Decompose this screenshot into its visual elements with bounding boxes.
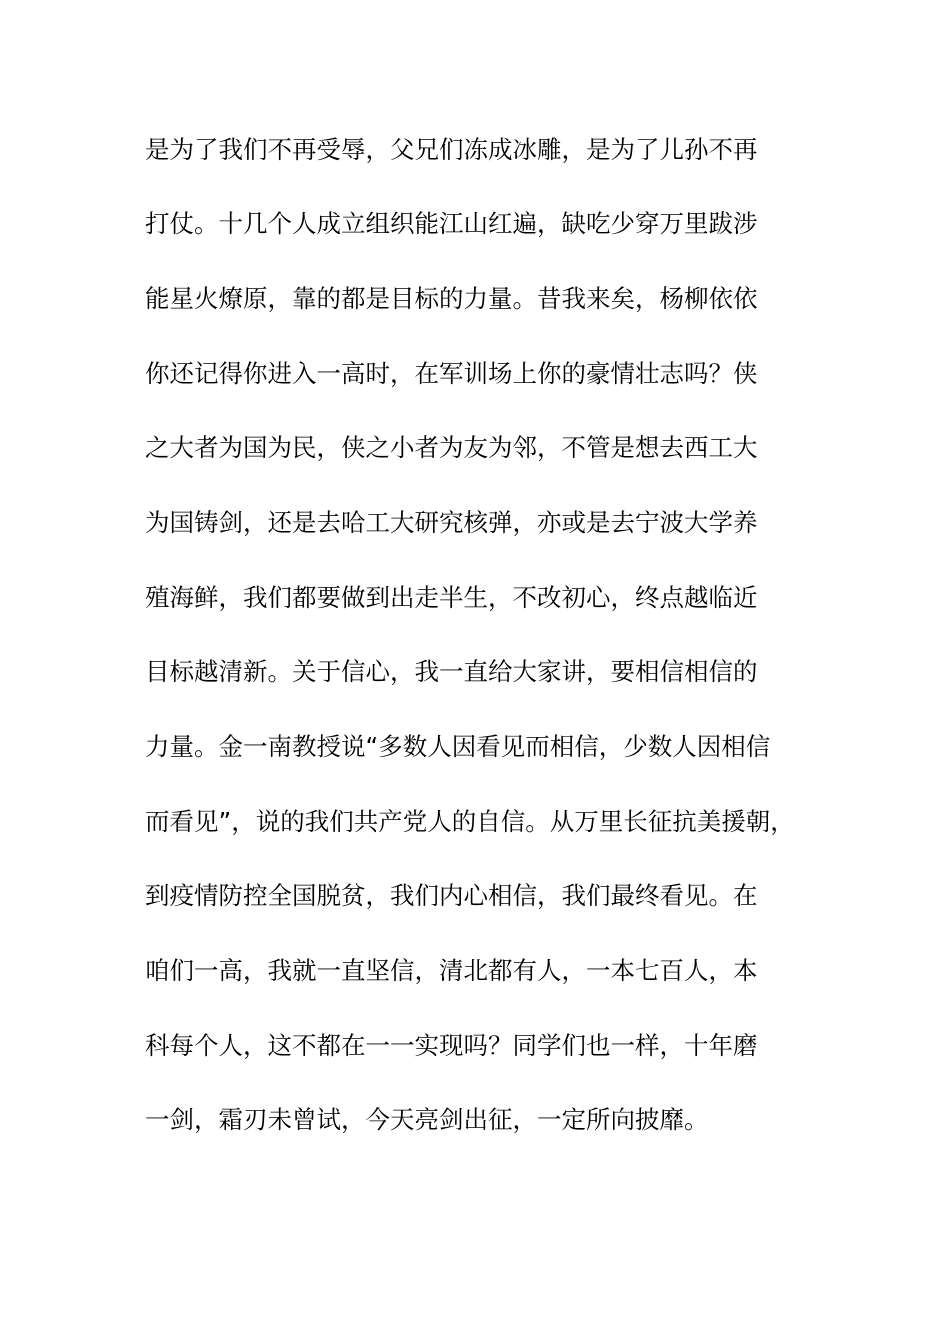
text-line: 一剑，霜刃未曾试，今天亮剑出征，一定所向披靡。: [145, 1105, 709, 1134]
text-line: 目标越清新。关于信心，我一直给大家讲，要相信相信的: [145, 657, 758, 686]
text-line: 科每个人，这不都在一一实现吗？同学们也一样，十年磨: [145, 1031, 758, 1060]
text-line: 打仗。十几个人成立组织能江山红遍，缺吃少穿万里跋涉: [145, 209, 758, 238]
text-line: 到疫情防控全国脱贫，我们内心相信，我们最终看见。在: [145, 881, 758, 910]
text-line: 之大者为国为民，侠之小者为友为邻，不管是想去西工大: [145, 433, 758, 462]
text-line: 殖海鲜，我们都要做到出走半生，不改初心，终点越临近: [145, 583, 758, 612]
text-line: 力量。金一南教授说“多数人因看见而相信，少数人因相信: [145, 732, 771, 761]
text-line: 咱们一高，我就一直坚信，清北都有人，一本七百人，本: [145, 956, 758, 985]
text-line: 而看见”，说的我们共产党人的自信。从万里长征抗美援朝，: [145, 807, 795, 836]
text-line: 能星火燎原，靠的都是目标的力量。昔我来矣，杨柳依依: [145, 284, 758, 313]
text-line: 你还记得你进入一高时，在军训场上你的豪情壮志吗？侠: [145, 359, 758, 388]
text-line: 是为了我们不再受辱，父兄们冻成冰雕，是为了儿孙不再: [145, 135, 758, 164]
text-line: 为国铸剑，还是去哈工大研究核弹，亦或是去宁波大学养: [145, 508, 758, 537]
